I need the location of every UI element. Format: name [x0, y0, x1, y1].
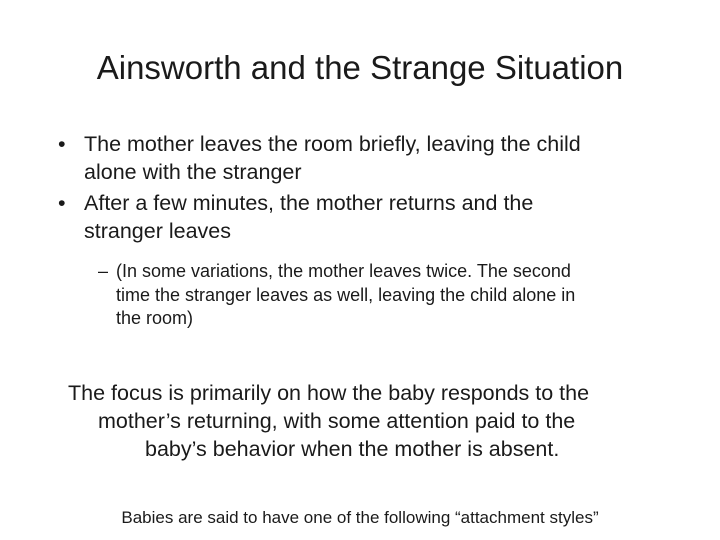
bullet-text-line: stranger leaves	[84, 219, 231, 243]
sub-bullet-text-line: time the stranger leaves as well, leaving the child alone in	[116, 284, 576, 305]
sub-bullet-item	[98, 260, 688, 331]
bullet-text-line: alone with the stranger	[84, 160, 302, 184]
slide-title: Ainsworth and the Strange Situation	[96, 49, 624, 86]
sub-bullet-text-line: the room)	[116, 308, 194, 328]
sub-bullet-marker: –	[98, 261, 109, 281]
bullet-marker: •	[58, 132, 66, 156]
bullet-item	[58, 130, 688, 186]
sub-bullet-text-line: (In some variations, the mother leaves twice. The second	[116, 261, 571, 281]
bullet-text-line: After a few minutes, the mother returns and the	[84, 191, 534, 215]
sub-bullet-list	[98, 260, 688, 331]
focus-text-line: The focus is primarily on how the baby responds to the	[68, 381, 590, 405]
bullet-list	[58, 130, 688, 248]
bullet-text-line: The mother leaves the room briefly, leaving the child	[84, 132, 581, 156]
bullet-item	[58, 189, 688, 245]
focus-text-line: baby’s behavior when the mother is absent.	[145, 437, 560, 461]
footer-text: Babies are said to have one of the following “attachment styles”	[121, 508, 599, 527]
focus-text-line: mother’s returning, with some attention paid to the	[98, 409, 576, 433]
focus-paragraph	[40, 379, 680, 463]
bullet-marker: •	[58, 191, 66, 215]
